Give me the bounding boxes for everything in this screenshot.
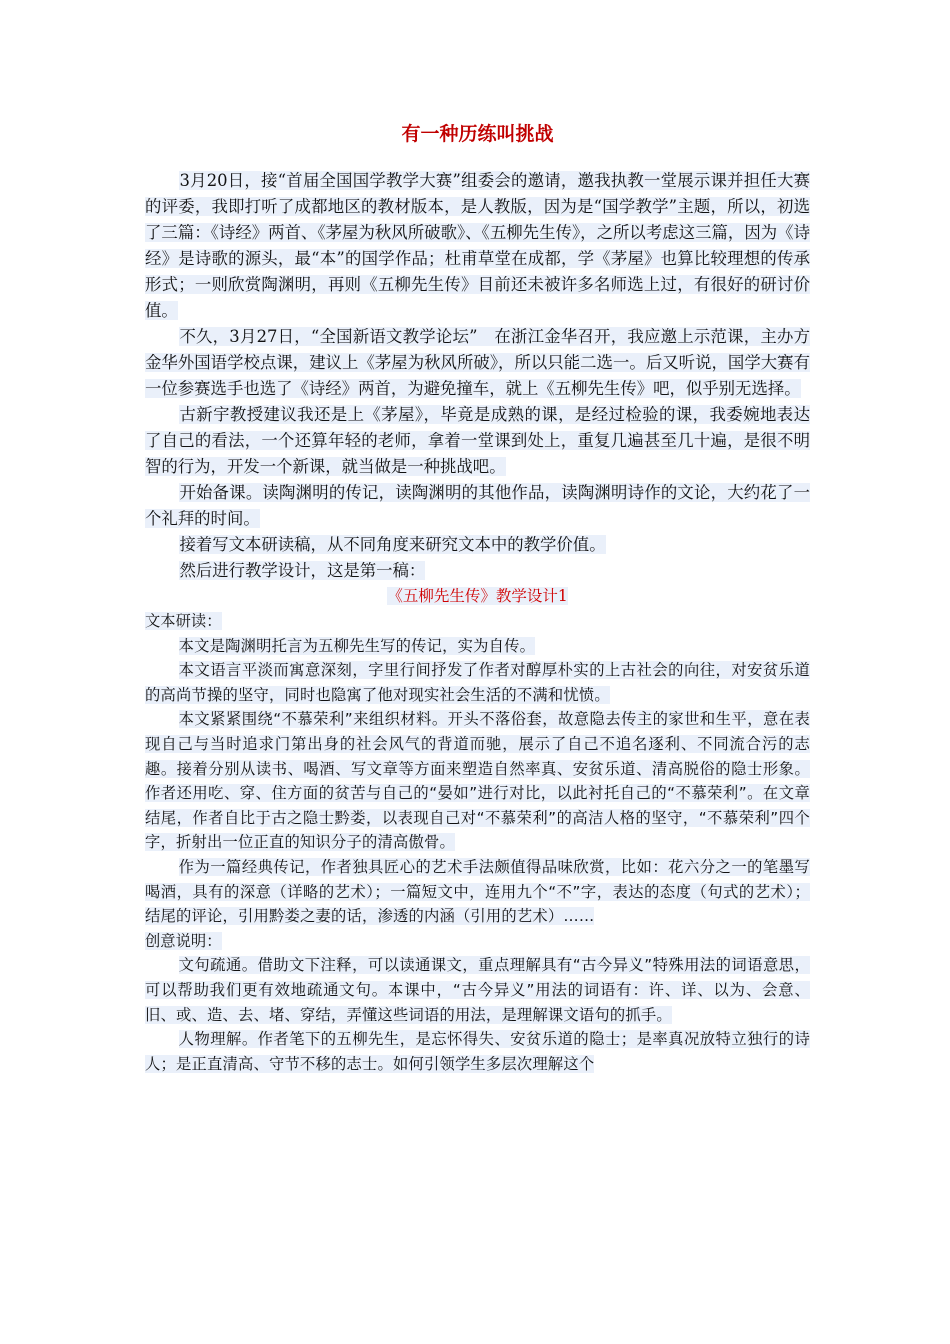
section-heading-text-reading	[145, 609, 810, 634]
intro-paragraph	[145, 558, 810, 584]
notes-paragraph	[145, 1027, 810, 1076]
document-page	[145, 120, 810, 1076]
reading-paragraph	[145, 855, 810, 929]
reading-paragraph	[145, 707, 810, 855]
section-heading-design-notes	[145, 929, 810, 954]
paragraph-text: 人物理解。作者笔下的五柳先生，是忘怀得失、安贫乐道的隐士；是率真况放特立独行的诗人；是正直清高、守节不移的志士。如何引领学生多层次理解这个	[145, 1030, 810, 1073]
notes-paragraph	[145, 953, 810, 1027]
paragraph-text: 本文语言平淡而寓意深刻，字里行间抒发了作者对醇厚朴实的上古社会的向往，对安贫乐道的高尚节操的坚守，同时也隐寓了他对现实社会生活的不满和忧愤。	[145, 661, 810, 704]
paragraph-text: 本文紧紧围绕“不慕荣利”来组织材料。开头不落俗套，故意隐去传主的家世和生平，意在表现自己与当时追求门第出身的社会风气的背道而驰，展示了自己不追名逐利、不同流合污的志趣。接着分别从读书、喝酒、写文章等方面来塑造自然率真、安贫乐道、清高脱俗的隐士形象。作者还用吃、穿、住方面的贫苦与自己的“晏如”进行对比，以此衬托自己的“不慕荣利”。在文章结尾，作者自比于古之隐士黔娄，以表现自己对“不慕荣利”的高洁人格的坚守，“不慕荣利”四个字，折射出一位正直的知识分子的清高傲骨。	[145, 710, 810, 852]
paragraph-text: 作为一篇经典传记，作者独具匠心的艺术手法颇值得品味欣赏，比如：花六分之一的笔墨写喝酒，具有的深意（详略的艺术）；一篇短文中，连用九个“不”字，表达的态度（句式的艺术）；结尾的评论，引用黔娄之妻的话，渗透的内涵（引用的艺术）……	[145, 857, 810, 926]
paragraph-text: 3月20日，接“首届全国国学教学大赛”组委会的邀请，邀我执教一堂展示课并担任大赛的评委，我即打听了成都地区的教材版本，是人教版，因为是“国学教学”主题，所以，初选了三篇：《诗经》两首、《茅屋为秋风所破歌》、《五柳先生传》，之所以考虑这三篇，因为《诗经》是诗歌的源头，最“本”的国学作品；杜甫草堂在成都，学《茅屋》也算比较理想的传承形式；一则欣赏陶渊明，再则《五柳先生传》目前还未被许多名师选上过，有很好的研讨价值。	[145, 171, 810, 320]
paragraph-text: 文句疏通。借助文下注释，可以读通课文，重点理解具有“古今异义”特殊用法的词语意思，可以帮助我们更有效地疏通文句。本课中，“古今异义”用法的词语有：许、详、以为、会意、旧、或、造、去、堵、穿结，弄懂这些词语的用法，是理解课文语句的抓手。	[145, 956, 810, 1024]
heading-text: 文本研读：	[145, 612, 222, 630]
paragraph-text: 不久，3月27日，“全国新语文教学论坛” 在浙江金华召开，我应邀上示范课，主办方金华外国语学校点课，建议上《茅屋为秋风所破》，所以只能二选一。后又听说，国学大赛有一位参赛选手也选了《诗经》两首，为避免撞车，就上《五柳先生传》吧，似乎别无选择。	[145, 327, 810, 398]
reading-paragraph	[145, 658, 810, 707]
intro-paragraph	[145, 168, 810, 324]
paragraph-text: 开始备课。读陶渊明的传记，读陶渊明的其他作品，读陶渊明诗作的文论，大约花了一个礼拜的时间。	[145, 483, 810, 528]
intro-paragraph	[145, 402, 810, 480]
reading-paragraph	[145, 634, 810, 659]
design-title	[145, 584, 810, 609]
intro-paragraph	[145, 532, 810, 558]
paragraph-text: 接着写文本研读稿，从不同角度来研究文本中的教学价值。	[179, 535, 606, 554]
heading-text: 创意说明：	[145, 931, 222, 950]
design-title-text: 《五柳先生传》教学设计1	[387, 587, 568, 605]
paragraph-text: 本文是陶渊明托言为五柳先生写的传记，实为自传。	[178, 636, 536, 655]
paragraph-text: 然后进行教学设计，这是第一稿：	[179, 561, 426, 580]
intro-paragraph	[145, 324, 810, 402]
paragraph-text: 古新宇教授建议我还是上《茅屋》，毕竟是成熟的课，是经过检验的课，我委婉地表达了自己的看法，一个还算年轻的老师，拿着一堂课到处上，重复几遍甚至几十遍，是很不明智的行为，开发一个新课，就当做是一种挑战吧。	[145, 405, 810, 476]
intro-paragraph	[145, 480, 810, 532]
document-title: 有一种历练叫挑战	[401, 123, 554, 145]
